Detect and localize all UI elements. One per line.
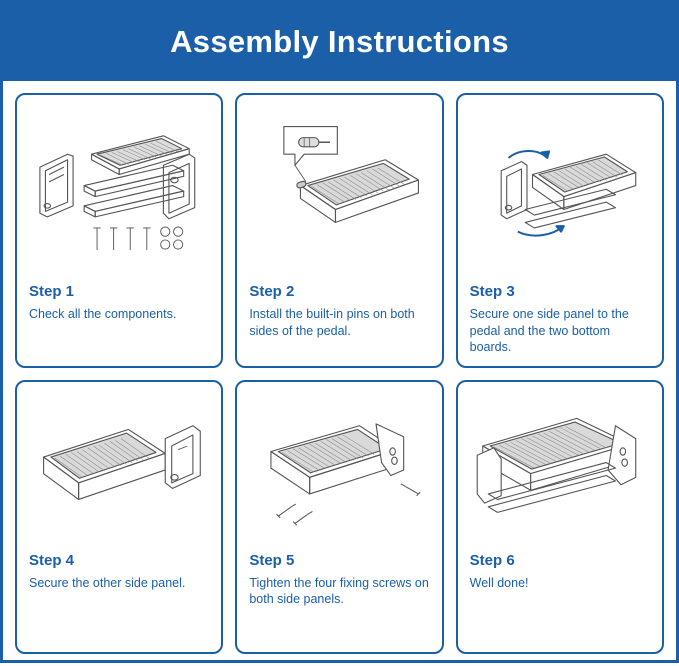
header-banner xyxy=(3,3,676,81)
step-1-illustration xyxy=(27,103,211,281)
step-card-4 xyxy=(15,380,223,655)
step-4-illustration xyxy=(27,390,211,550)
mesh-pedal-part xyxy=(92,136,190,175)
step-card-2 xyxy=(235,93,443,368)
step-5-illustration xyxy=(247,390,431,550)
finished-footrest xyxy=(477,418,636,512)
step-3-illustration xyxy=(468,103,652,281)
step-card-3 xyxy=(456,93,664,368)
step-5-description: Tighten the four fixing screws on both side panels. xyxy=(249,575,429,606)
step-5-title: Step 5 xyxy=(249,551,295,569)
step-6-description: Well done! xyxy=(469,575,529,590)
left-side-panel-part xyxy=(40,154,73,217)
step-card-6 xyxy=(456,380,664,655)
assembled-unit xyxy=(271,424,404,494)
step-4-description: Secure the other side panel. xyxy=(29,575,186,590)
step-3-title: Step 3 xyxy=(469,283,515,300)
step-6-title: Step 6 xyxy=(469,551,515,569)
step-1-description: Check all the components. xyxy=(29,307,177,321)
mesh-pedal xyxy=(532,154,635,209)
step-4-title: Step 4 xyxy=(29,551,75,569)
steps-grid xyxy=(3,81,676,666)
pin-callout-bubble xyxy=(284,127,337,166)
page-title: Assembly Instructions xyxy=(170,24,509,59)
assembled-pedal xyxy=(44,429,166,499)
fixing-screws xyxy=(277,484,421,525)
mesh-pedal xyxy=(301,160,419,223)
bottom-boards xyxy=(525,189,615,228)
second-side-panel xyxy=(165,426,200,489)
screws-part xyxy=(93,227,182,250)
step-card-1 xyxy=(15,93,223,368)
step-2-illustration xyxy=(247,103,431,281)
step-6-illustration xyxy=(468,390,652,550)
step-2-description: Install the built-in pins on both sides of the pedal. xyxy=(249,307,415,338)
step-card-5 xyxy=(235,380,443,655)
step-3-description: Secure one side panel to the pedal and the two bottom boards. xyxy=(469,307,629,354)
side-panel xyxy=(501,162,527,219)
step-1-title: Step 1 xyxy=(29,283,75,300)
step-2-title: Step 2 xyxy=(249,283,295,300)
